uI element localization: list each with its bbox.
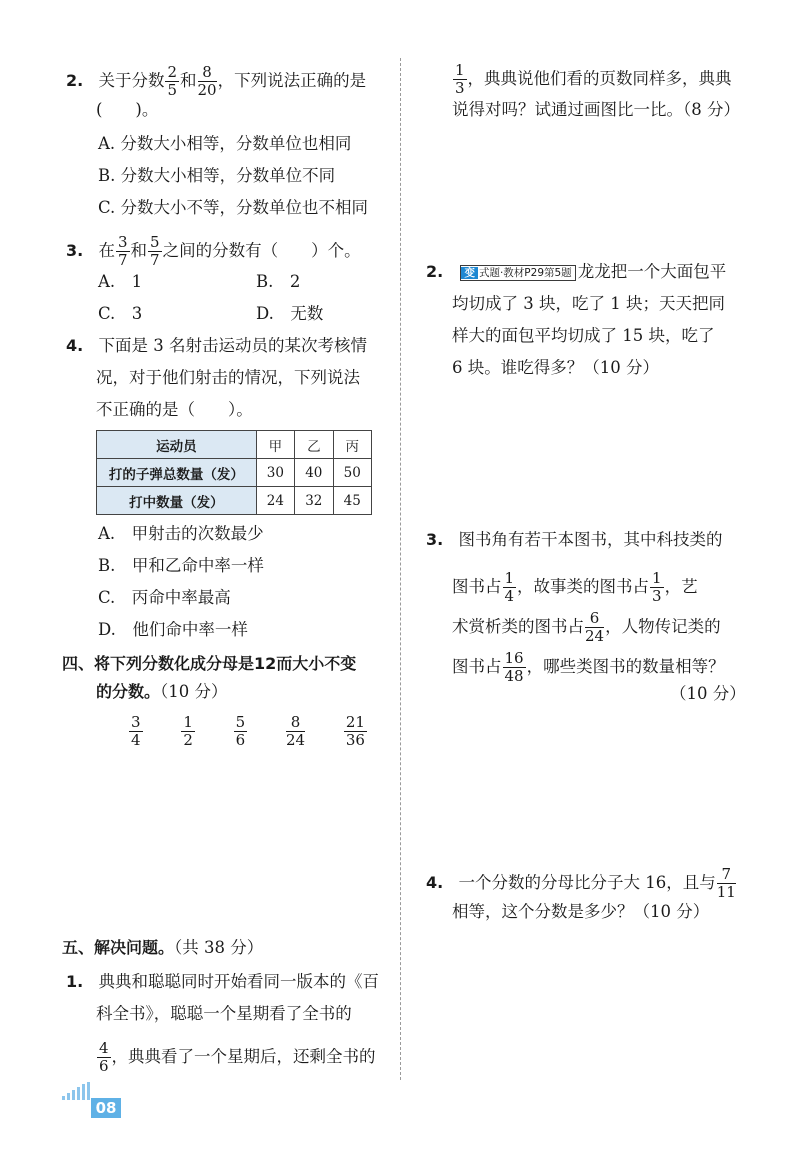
fraction: $\frac{3}{4}$ [131,713,141,749]
fraction: $\frac{5}{7}$ [150,233,160,269]
option-a: A. 分数大小相等，分数单位也相同 [98,134,352,153]
section-4-title: 四、将下列分数化成分母是12而大小不变 [62,654,357,673]
problem-2: 2. 变 式题·教材P29第5题 龙龙把一个大面包平 [426,262,727,281]
fraction: $\frac{7}{11}$ [716,865,736,901]
fraction: $\frac{1}{2}$ [183,713,193,749]
problem-1: 1. 典典和聪聪同时开始看同一版本的《百 [66,972,379,991]
section-4-subtitle: 的分数。（10 分） [96,682,228,701]
score-label: （10 分） [670,684,746,703]
fraction: $\frac{1}{3}$ [455,61,465,97]
option-d: D. 他们命中率一样 [98,620,248,639]
fraction: $\frac{6}{24}$ [585,609,605,645]
question-number: 3. [66,241,84,260]
answer-blank: ( )。 [96,100,159,119]
option-c: C. 丙命中率最高 [98,588,231,607]
option-b: B. 2 [256,272,301,291]
option-a: A. 1 [98,272,143,291]
fraction: $\frac{1}{4}$ [504,569,515,605]
option-b: B. 分数大小相等，分数单位不同 [98,166,336,185]
fraction: $\frac{8}{24}$ [285,713,306,749]
fraction: $\frac{2}{5}$ [167,63,178,99]
variant-question-tag: 变 式题·教材P29第5题 [460,265,575,281]
section-5-title: 五、解决问题。（共 38 分） [62,938,264,957]
table-header-row: 运动员 甲 乙 丙 [97,431,372,459]
problem-4: 4. 一个分数的分母比分子大 16，且与 $\frac{7}{11}$ [426,865,736,901]
table-row: 打中数量（发） 24 32 45 [97,487,372,515]
question-2: 2. 关于分数 $\frac{2}{5}$ 和 $\frac{8}{20}$ ，下列说法正确的是 [66,63,367,99]
table-row: 打的子弹总数量（发） 30 40 50 [97,459,372,487]
problem-3: 3. 图书角有若干本图书，其中科技类的 [426,530,723,549]
option-a: A. 甲射击的次数最少 [98,524,264,543]
fraction: $\frac{21}{36}$ [345,713,365,749]
fraction: $\frac{16}{48}$ [504,649,524,685]
question-3: 3. 在 $\frac{3}{7}$ 和 $\frac{5}{7}$ 之间的分数有（ ）个。 [66,233,361,269]
column-divider [400,58,401,1080]
fraction: $\frac{4}{6}$ [99,1039,109,1075]
fraction: $\frac{5}{6}$ [235,713,246,749]
question-4: 4. 下面是 3 名射击运动员的某次考核情 [66,336,367,355]
fraction: $\frac{1}{3}$ [652,569,662,605]
option-d: D. 无数 [256,304,324,323]
question-number: 4. [66,336,84,355]
option-b: B. 甲和乙命中率一样 [98,556,264,575]
page-number: 08 [91,1098,121,1118]
fraction: $\frac{8}{20}$ [197,63,217,99]
score-table [96,430,372,515]
fraction: $\frac{3}{7}$ [117,233,128,269]
fraction-list [128,714,368,749]
option-c: C. 分数大小不等，分数单位也不相同 [98,198,369,217]
option-c: C. 3 [98,304,143,323]
question-number: 2. [66,71,84,90]
